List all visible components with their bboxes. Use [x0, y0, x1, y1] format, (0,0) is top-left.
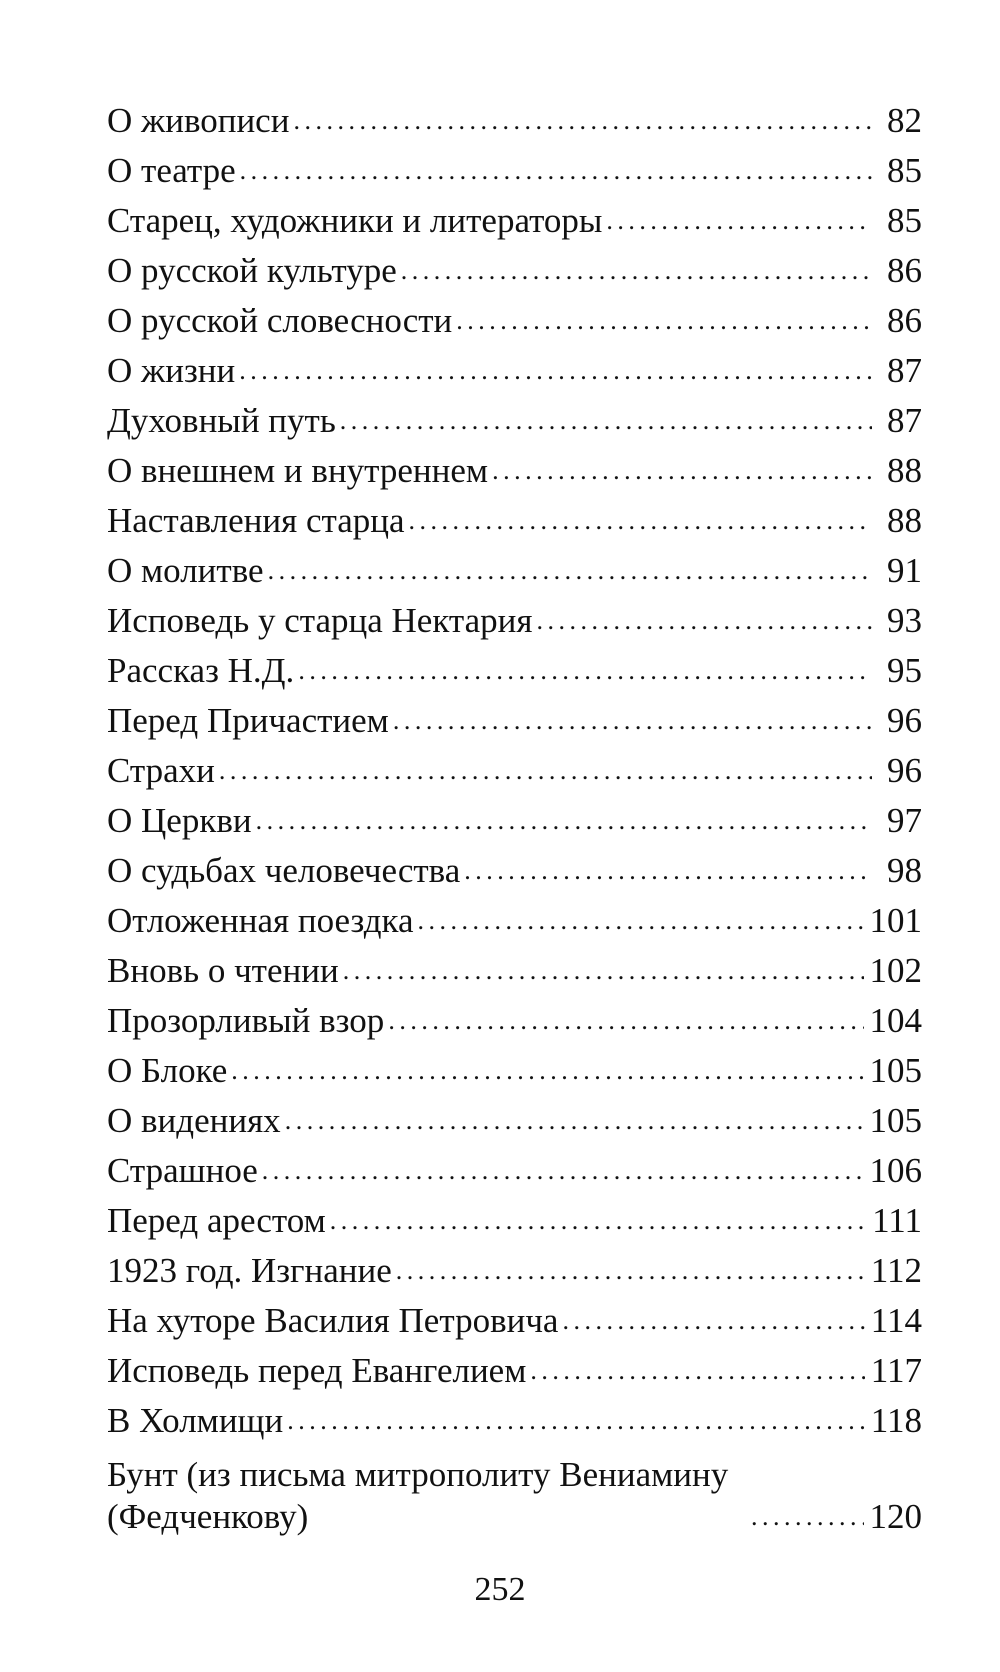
table-of-contents	[107, 92, 922, 1538]
dot-leader	[562, 1300, 864, 1342]
toc-entry	[107, 992, 922, 1042]
toc-entry	[107, 542, 922, 592]
toc-entry-page: 95	[887, 651, 922, 690]
toc-entry	[107, 192, 922, 242]
toc-entry	[107, 492, 922, 542]
toc-entry-page: 105	[869, 1051, 922, 1090]
toc-entry-title: Страхи	[107, 751, 215, 790]
toc-entry-page: 86	[887, 251, 922, 290]
toc-entry-title: 1923 год. Изгнание	[107, 1251, 392, 1290]
toc-entry-title: Страшное	[107, 1151, 258, 1190]
toc-entry-page: 93	[887, 601, 922, 640]
toc-entry	[107, 92, 922, 142]
toc-entry	[107, 1142, 922, 1192]
toc-entry-page: 97	[887, 801, 922, 840]
toc-entry	[107, 442, 922, 492]
toc-entry-page: 117	[870, 1351, 922, 1390]
toc-entry-page: 87	[887, 351, 922, 390]
toc-entry-page: 98	[887, 851, 922, 890]
toc-entry-page: 120	[869, 1497, 922, 1536]
dot-leader	[343, 950, 864, 992]
toc-entry-page: 85	[887, 151, 922, 190]
toc-entry-page: 86	[887, 301, 922, 340]
dot-leader	[464, 850, 872, 892]
toc-entry	[107, 692, 922, 742]
toc-entry	[107, 1292, 922, 1342]
toc-entry-page: 102	[869, 951, 922, 990]
toc-entry	[107, 592, 922, 642]
toc-entry	[107, 142, 922, 192]
dot-leader	[456, 300, 872, 342]
dot-leader	[231, 1050, 863, 1092]
dot-leader	[536, 600, 872, 642]
toc-entry-title: О Блоке	[107, 1051, 228, 1090]
dot-leader	[401, 250, 872, 292]
toc-entry-title: О русской культуре	[107, 251, 397, 290]
toc-entry-page: 85	[887, 201, 922, 240]
toc-entry	[107, 1450, 922, 1538]
toc-entry	[107, 1192, 922, 1242]
toc-entry-page: 96	[887, 701, 922, 740]
toc-entry-page: 91	[887, 551, 922, 590]
dot-leader	[293, 100, 872, 142]
toc-entry	[107, 392, 922, 442]
dot-leader	[388, 1000, 863, 1042]
toc-entry	[107, 1092, 922, 1142]
toc-entry-title: Наставления старца	[107, 501, 405, 540]
toc-entry-page: 88	[887, 501, 922, 540]
toc-entry-page: 105	[869, 1101, 922, 1140]
toc-entry-page: 114	[870, 1301, 922, 1340]
toc-entry-title: Вновь о чтении	[107, 951, 339, 990]
toc-entry	[107, 342, 922, 392]
toc-entry-page: 111	[872, 1201, 922, 1240]
toc-entry-title: О молитве	[107, 551, 264, 590]
dot-leader	[340, 400, 872, 442]
dot-leader	[418, 900, 864, 942]
toc-entry-title: Прозорливый взор	[107, 1001, 385, 1040]
toc-entry-title: О судьбах человечества	[107, 851, 461, 890]
toc-entry-page: 96	[887, 751, 922, 790]
toc-entry-page: 118	[870, 1401, 922, 1440]
toc-entry	[107, 1042, 922, 1092]
dot-leader	[606, 200, 872, 242]
toc-entry-page: 101	[869, 901, 922, 940]
toc-entry	[107, 842, 922, 892]
dot-leader	[268, 550, 872, 592]
toc-entry-page: 82	[887, 101, 922, 140]
toc-entry	[107, 942, 922, 992]
dot-leader	[256, 800, 872, 842]
dot-leader	[751, 1496, 864, 1538]
toc-entry-title: О живописи	[107, 101, 290, 140]
toc-entry-title: Духовный путь	[107, 401, 336, 440]
dot-leader	[285, 1100, 864, 1142]
dot-leader	[239, 350, 872, 392]
dot-leader	[219, 750, 872, 792]
dot-leader	[409, 500, 872, 542]
toc-entry	[107, 1392, 922, 1442]
dot-leader	[298, 650, 872, 692]
toc-entry	[107, 292, 922, 342]
dot-leader	[492, 450, 872, 492]
toc-entry	[107, 1242, 922, 1292]
dot-leader	[530, 1350, 864, 1392]
toc-entry-title: Исповедь перед Евангелием	[107, 1351, 527, 1390]
toc-entry-title: О жизни	[107, 351, 236, 390]
toc-entry-page: 106	[869, 1151, 922, 1190]
toc-entry-page: 112	[870, 1251, 922, 1290]
dot-leader	[330, 1200, 866, 1242]
toc-entry-title: О театре	[107, 151, 236, 190]
toc-entry	[107, 642, 922, 692]
toc-entry-page: 104	[869, 1001, 922, 1040]
toc-entry	[107, 242, 922, 292]
dot-leader	[287, 1400, 865, 1442]
toc-entry	[107, 742, 922, 792]
toc-entry-title: Рассказ Н.Д.	[107, 651, 295, 690]
toc-entry-page: 87	[887, 401, 922, 440]
toc-entry-title: Бунт (из письма митрополиту Вениамину (Федченкову)	[107, 1455, 729, 1536]
toc-entry-title: О внешнем и внутреннем	[107, 451, 489, 490]
toc-entry-title: О видениях	[107, 1101, 281, 1140]
toc-entry	[107, 1342, 922, 1392]
toc-entry-title: Исповедь у старца Нектария	[107, 601, 533, 640]
toc-entry-title: Старец, художники и литераторы	[107, 201, 603, 240]
dot-leader	[393, 700, 872, 742]
toc-entry	[107, 792, 922, 842]
toc-entry-title: Перед Причастием	[107, 701, 389, 740]
dot-leader	[396, 1250, 865, 1292]
dot-leader	[262, 1150, 864, 1192]
toc-entry-title: О русской словесности	[107, 301, 453, 340]
toc-entry	[107, 892, 922, 942]
toc-entry-title: На хуторе Василия Петровича	[107, 1301, 559, 1340]
dot-leader	[240, 150, 872, 192]
toc-entry-title: В Холмищи	[107, 1401, 284, 1440]
page-number: 252	[474, 1571, 526, 1608]
toc-entry-page: 88	[887, 451, 922, 490]
toc-entry-title: О Церкви	[107, 801, 252, 840]
toc-entry-title: Отложенная поездка	[107, 901, 414, 940]
toc-entry-title: Перед арестом	[107, 1201, 326, 1240]
